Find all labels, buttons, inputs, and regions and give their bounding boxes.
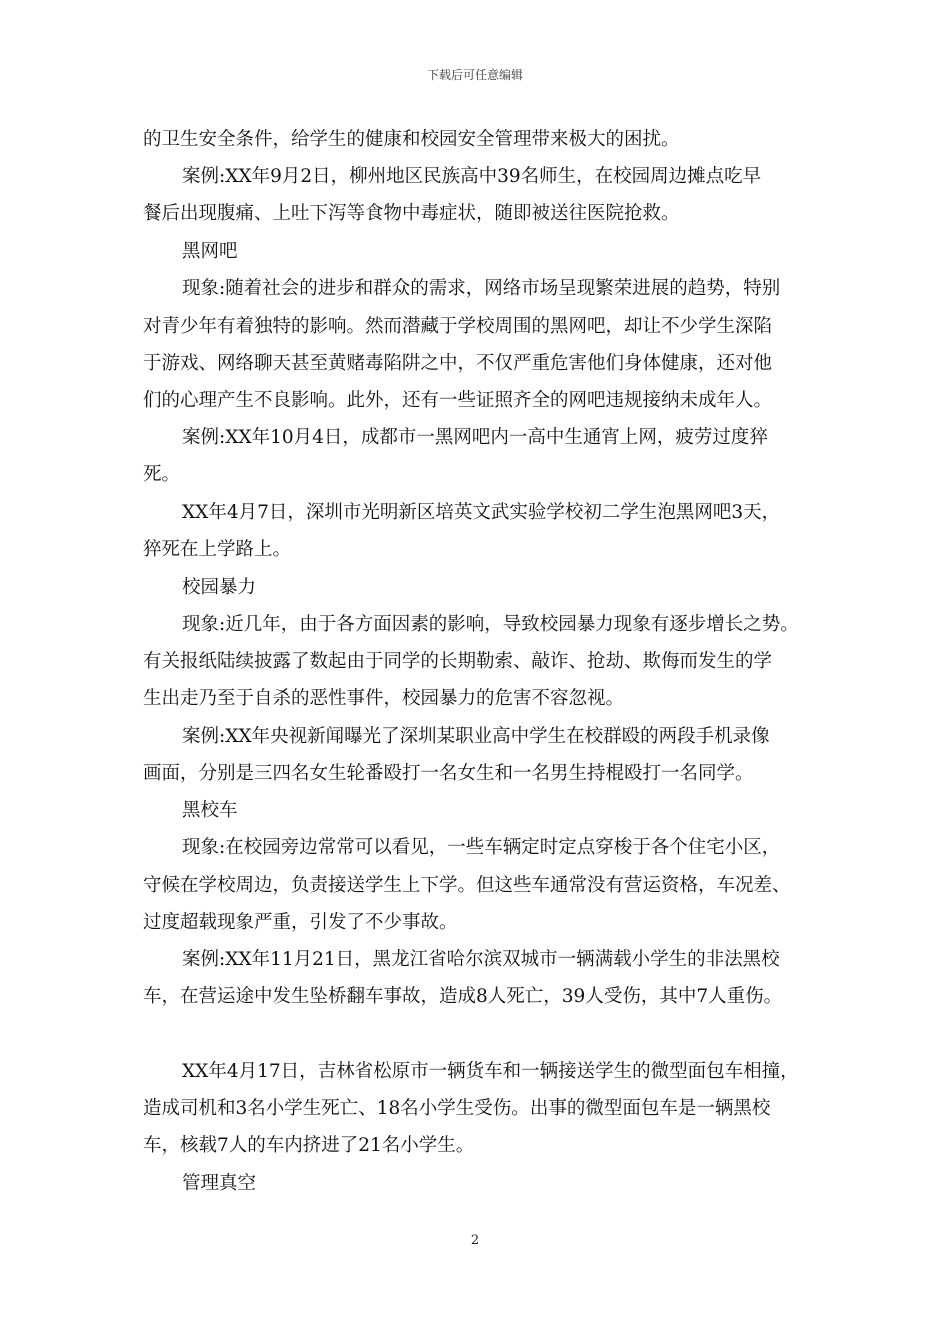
- text-line: XX年4月17日，吉林省松原市一辆货车和一辆接送学生的微型面包车相撞，: [182, 1061, 799, 1082]
- text-line: 现象:在校园旁边常常可以看见，一些车辆定时定点穿梭于各个住宅小区，: [182, 837, 781, 858]
- text-line: 案例:XX年9月2日，柳州地区民族高中39名师生，在校园周边摊点吃早: [182, 166, 762, 187]
- text-line: 车，核载7人的车内挤进了21名小学生。: [143, 1135, 475, 1156]
- text-line: 们的心理产生不良影响。此外，还有一些证照齐全的网吧违规接纳未成年人。: [143, 390, 773, 411]
- text-line: 过度超载现象严重，引发了不少事故。: [143, 912, 458, 933]
- text-line: 守候在学校周边，负责接送学生上下学。但这些车通常没有营运资格，车况差、: [143, 875, 791, 896]
- page-number: 2: [470, 1233, 480, 1248]
- text-line: 案例:XX年央视新闻曝光了深圳某职业高中学生在校群殴的两段手机录像: [182, 726, 770, 747]
- section-heading: 管理真空: [182, 1173, 257, 1194]
- text-line: 画面，分别是三四名女生轮番殴打一名女生和一名男生持棍殴打一名同学。: [143, 763, 754, 784]
- text-line: 现象:随着社会的进步和群众的需求，网络市场呈现繁荣进展的趋势，特别: [182, 278, 781, 299]
- text-line: 案例:XX年11月21日，黑龙江省哈尔滨双城市一辆满载小学生的非法黑校: [182, 949, 780, 970]
- text-line: XX年4月7日，深圳市光明新区培英文武实验学校初二学生泡黑网吧3天，: [182, 502, 781, 523]
- page-header: 下载后可任意编辑: [426, 68, 523, 82]
- text-line: 死。: [143, 464, 181, 485]
- section-heading: 黑校车: [182, 800, 238, 821]
- text-line: 有关报纸陆续披露了数起由于同学的长期勒索、敲诈、抢劫、欺侮而发生的学: [143, 651, 773, 672]
- text-line: 车，在营运途中发生坠桥翻车事故，造成8人死亡，39人受伤，其中7人重伤。: [143, 986, 783, 1007]
- text-line: 猝死在上学路上。: [143, 539, 292, 560]
- text-line: 案例:XX年10月4日，成都市一黑网吧内一高中生通宵上网，疲劳过度猝: [182, 427, 768, 448]
- text-line: 造成司机和3名小学生死亡、18名小学生受伤。出事的微型面包车是一辆黑校: [143, 1098, 771, 1119]
- text-line: 生出走乃至于自杀的恶性事件，校园暴力的危害不容忽视。: [143, 688, 625, 709]
- section-heading: 校园暴力: [182, 577, 257, 598]
- text-line: 于游戏、网络聊天甚至黄赌毒陷阱之中，不仅严重危害他们身体健康，还对他: [143, 353, 773, 374]
- text-line: 对青少年有着独特的影响。然而潜藏于学校周围的黑网吧，却让不少学生深陷: [143, 316, 773, 337]
- section-heading: 黑网吧: [182, 241, 238, 262]
- text-line: 的卫生安全条件，给学生的健康和校园安全管理带来极大的困扰。: [143, 129, 680, 150]
- text-line: 餐后出现腹痛、上吐下泻等食物中毒症状，随即被送往医院抢救。: [143, 203, 680, 224]
- text-line: 现象:近几年，由于各方面因素的影响，导致校园暴力现象有逐步增长之势。: [182, 614, 799, 635]
